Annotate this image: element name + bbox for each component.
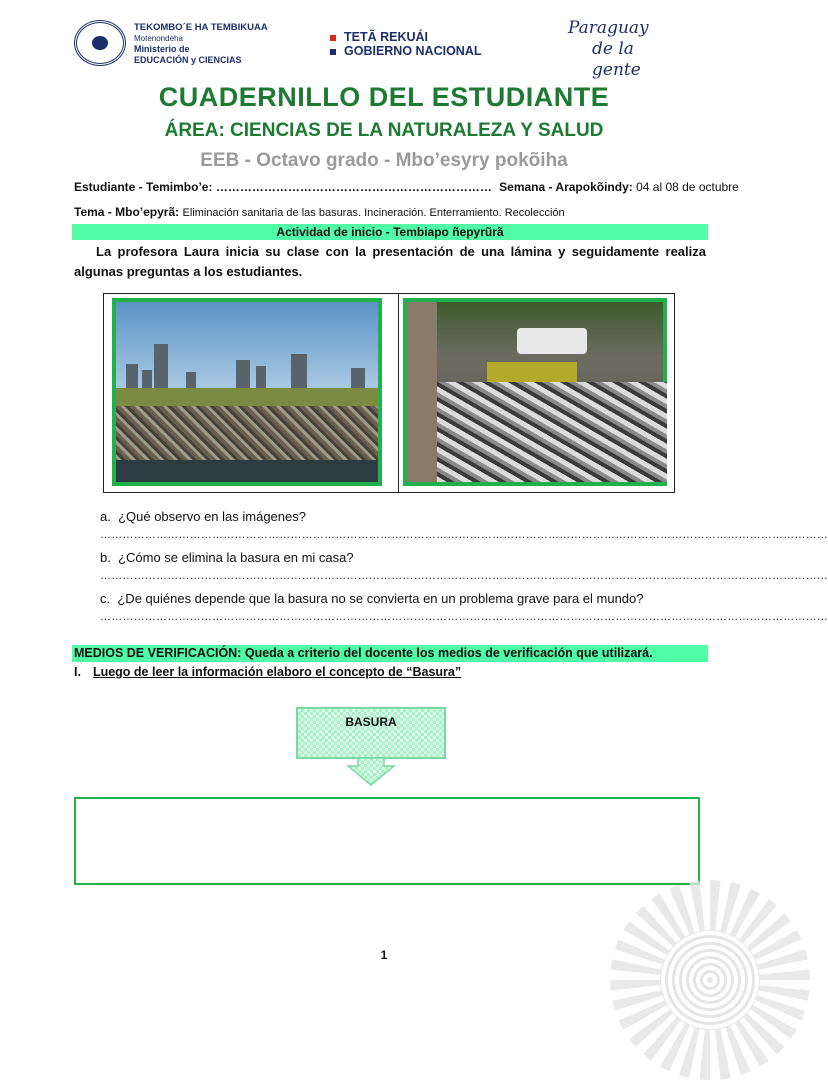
question-a: a. ¿Qué observo en las imágenes? [100, 509, 306, 524]
ministry-logo-text: TEKOMBO´E HA TEMBIKUAA Motenondeha Ministerio de EDUCACIÓN y CIENCIAS [134, 22, 268, 65]
activity-bar: Actividad de inicio - Tembiapo ñepyrũrã [72, 224, 708, 240]
arrow-down-icon [346, 758, 396, 786]
flag-blue-square-icon [330, 49, 336, 55]
government-logo: TETÃ REKUÁI GOBIERNO NACIONAL [330, 30, 482, 58]
images-divider [398, 294, 399, 492]
level-title: EEB - Octavo grado - Mbo’esyry pokõiha [200, 150, 568, 171]
document-title: CUADERNILLO DEL ESTUDIANTE [158, 82, 610, 112]
photo-garbage-street [403, 298, 667, 486]
decorative-lace-icon [610, 880, 810, 1080]
question-b: b. ¿Cómo se elimina la basura en mi casa? [100, 550, 354, 565]
answer-line-c[interactable]: …………………………………………………………………………………………………………………………………………………………………………… [100, 611, 828, 623]
student-line: Estudiante - Temimbo’e: …………………………………………………………… Semana - Arapokõindy: 04 al 08 de octubre [74, 180, 739, 194]
question-c: c. ¿De quiénes depende que la basura no se convierta en un problema grave para el mundo? [100, 591, 644, 606]
concept-answer-box[interactable] [74, 797, 700, 885]
medios-bar: MEDIOS DE VERIFICACIÓN: Queda a criterio del docente los medios de verificación que utilizará. [72, 645, 708, 662]
page-number: 1 [380, 948, 388, 962]
section-heading: I. Luego de leer la información elaboro el concepto de “Basura” [74, 665, 462, 679]
flag-red-square-icon [330, 35, 336, 41]
ministry-seal-icon [74, 20, 126, 66]
area-title: ÁREA: CIENCIAS DE LA NATURALEZA Y SALUD [164, 120, 604, 141]
photo-polluted-river [112, 298, 382, 486]
paraguay-brand-logo: Paraguay de la gente [568, 18, 649, 80]
answer-line-b[interactable]: …………………………………………………………………………………………………………………………………………………………………………… [100, 570, 828, 582]
concept-box-basura: BASURA [296, 707, 446, 759]
intro-paragraph: La profesora Laura inicia su clase con la presentación de una lámina y seguidamente realiza algunas preguntas a los estudiantes. [74, 244, 706, 279]
answer-line-a[interactable]: …………………………………………………………………………………………………………………………………………………………………………… [100, 529, 828, 541]
tema-line: Tema - Mbo’epyrã: Eliminación sanitaria de las basuras. Incineración. Enterramiento. Recolección [74, 205, 565, 219]
